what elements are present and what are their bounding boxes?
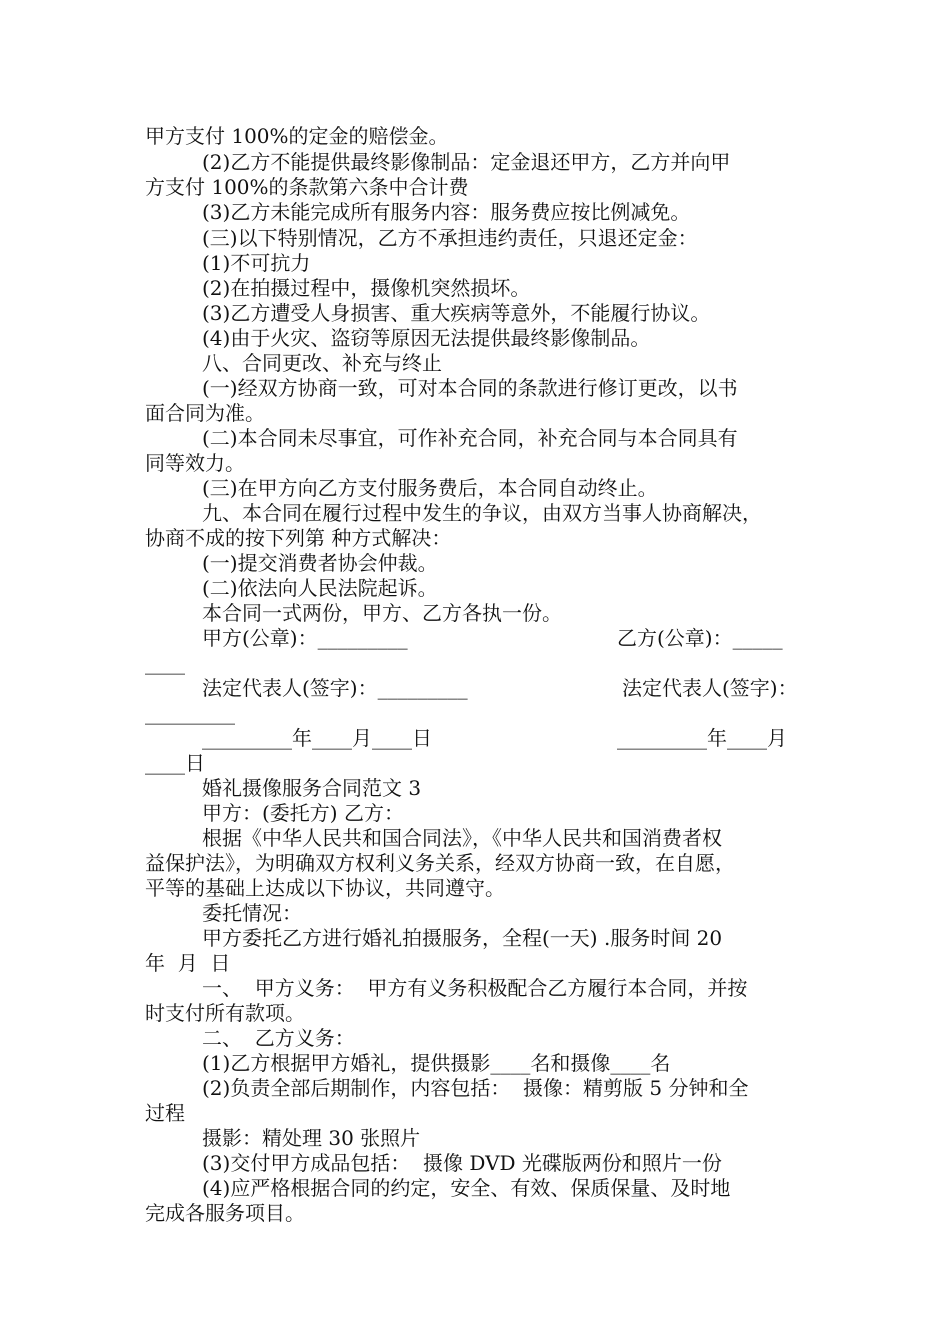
text-line: 九、本合同在履行过程中发生的争议，由双方当事人协商解决， (202, 501, 762, 525)
party-b-seal-line: 乙方(公章)：_____ (617, 626, 783, 650)
text-line: 甲方：(委托方) 乙方： (202, 801, 404, 825)
text-line: 过程 (145, 1101, 185, 1125)
text-line: (3)乙方遭受人身损害、重大疾病等意外，不能履行协议。 (202, 301, 711, 325)
party-a-representative-line: 法定代表人(签字)：_________ (202, 676, 468, 700)
text-line: 二、 乙方义务： (202, 1026, 355, 1050)
underscore-continuation: ____ (145, 651, 185, 675)
date-continuation: ____日 (145, 751, 205, 775)
text-line: (二)本合同未尽事宜，可作补充合同，补充合同与本合同具有 (202, 426, 738, 450)
text-line: (2)负责全部后期制作，内容包括： 摄像：精剪版 5 分钟和全 (202, 1076, 749, 1100)
text-line: 摄影：精处理 30 张照片 (202, 1126, 421, 1150)
text-line: (1)不可抗力 (202, 251, 311, 275)
text-line: 同等效力。 (145, 451, 245, 475)
text-line: 甲方支付 100%的定金的赔偿金。 (145, 124, 449, 148)
text-line: (二)依法向人民法院起诉。 (202, 576, 438, 600)
text-line: (4)应严格根据合同的约定，安全、有效、保质保量、及时地 (202, 1176, 731, 1200)
underscore-continuation: _________ (145, 701, 235, 725)
text-line: (一)提交消费者协会仲裁。 (202, 551, 438, 575)
text-line: (2)在拍摄过程中，摄像机突然损坏。 (202, 276, 531, 300)
text-line: 甲方委托乙方进行婚礼拍摄服务，全程(一天) .服务时间 20 (202, 926, 723, 950)
party-a-seal-line: 甲方(公章)：_________ (202, 626, 408, 650)
text-line: 平等的基础上达成以下协议，共同遵守。 (145, 876, 505, 900)
section-heading: 八、合同更改、补充与终止 (202, 351, 442, 375)
document-title: 婚礼摄像服务合同范文 3 (202, 776, 422, 800)
text-line: 一、 甲方义务： 甲方有义务积极配合乙方履行本合同，并按 (202, 976, 748, 1000)
text-line: (4)由于火灾、盗窃等原因无法提供最终影像制品。 (202, 326, 651, 350)
party-b-date-line: _________年____月 (617, 726, 787, 750)
text-line: 协商不成的按下列第 种方式解决： (145, 526, 452, 550)
text-line: (三)在甲方向乙方支付服务费后，本合同自动终止。 (202, 476, 658, 500)
party-a-date-line: _________年____月____日 (202, 726, 432, 750)
text-line: 益保护法》，为明确双方权利义务关系，经双方协商一致，在自愿， (145, 851, 735, 875)
text-line: (一)经双方协商一致，可对本合同的条款进行修订更改，以书 (202, 376, 738, 400)
text-line: 时支付所有款项。 (145, 1001, 305, 1025)
text-line: 本合同一式两份，甲方、乙方各执一份。 (202, 601, 562, 625)
text-line: (3)交付甲方成品包括： 摄像 DVD 光碟版两份和照片一份 (202, 1151, 722, 1175)
text-line: 方支付 100%的条款第六条中合计费 (145, 175, 469, 199)
text-line: 委托情况： (202, 901, 302, 925)
text-line: 根据《中华人民共和国合同法》，《中华人民共和国消费者权 (202, 826, 722, 850)
text-line: (1)乙方根据甲方婚礼，提供摄影____名和摄像____名 (202, 1051, 671, 1075)
text-line: 面合同为准。 (145, 401, 265, 425)
text-line: (三)以下特别情况，乙方不承担违约责任，只退还定金： (202, 226, 698, 250)
text-line: 完成各服务项目。 (145, 1201, 305, 1225)
party-b-representative-line: 法定代表人(签字)： (622, 676, 798, 700)
text-line: 年 月 日 (145, 951, 231, 975)
text-line: (3)乙方未能完成所有服务内容：服务费应按比例减免。 (202, 200, 691, 224)
text-line: (2)乙方不能提供最终影像制品：定金退还甲方，乙方并向甲 (202, 150, 731, 174)
